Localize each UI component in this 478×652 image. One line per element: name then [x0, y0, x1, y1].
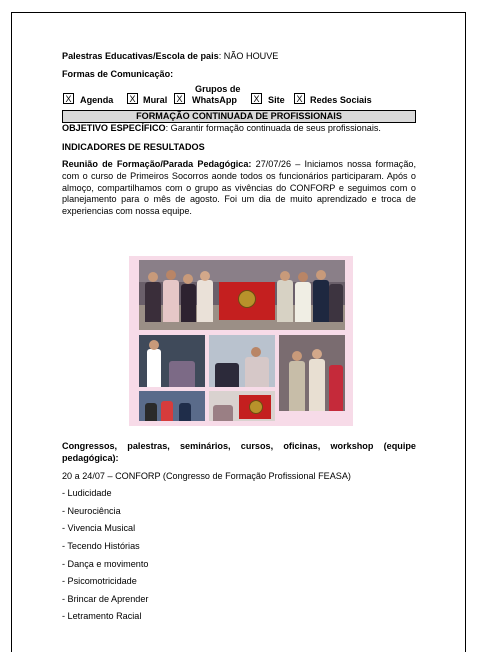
reuniao-text: 27/07/26 – Iniciamos nossa formação, com o curso de Primeiros Socorros aonde todos os funcionários participaram. Após o almoço, compartilhamos com o grupo as vivências do CONFORP e seguimos com o planejamento para o mês de agosto. Foi um dia de muito aprendizado e troca de experiencias com nossa equipe.: [62, 159, 416, 216]
palestras-label: Palestras Educativas/Escola de pais: [62, 51, 219, 61]
list-item: - Dança e movimento: [62, 558, 149, 569]
checkbox-whatsapp-label-line1: Grupos de: [195, 84, 241, 95]
formas-title: Formas de Comunicação:: [62, 68, 174, 79]
photo-tile: [209, 391, 275, 421]
checkbox-mural-label: Mural: [143, 95, 168, 106]
list-item: - Brincar de Aprender: [62, 593, 149, 604]
checkbox-redes-sociais-label: Redes Sociais: [310, 95, 372, 106]
group-photo: [139, 260, 345, 330]
checkbox-site-label: Site: [268, 95, 285, 106]
palestras-line: Palestras Educativas/Escola de pais: NÃO HOUVE: [62, 51, 279, 61]
checkbox-mural[interactable]: X: [127, 93, 138, 104]
checkbox-site[interactable]: X: [251, 93, 262, 104]
list-item: - Psicomotricidade: [62, 576, 137, 587]
list-item: - Letramento Racial: [62, 611, 142, 622]
list-item: - Vivencia Musical: [62, 523, 136, 534]
section-title-formacao: FORMAÇÃO CONTINUADA DE PROFISSIONAIS: [62, 110, 416, 123]
checkbox-redes-sociais[interactable]: X: [294, 93, 305, 104]
objetivo-text: : Garantir formação continuada de seus profissionais.: [165, 123, 381, 134]
formas-options: [62, 84, 416, 106]
objetivo-line: [62, 123, 416, 135]
document-page: [11, 12, 466, 652]
palestras-value: NÃO HOUVE: [223, 51, 279, 61]
photo-tile: [209, 335, 275, 387]
indicadores-title: INDICADORES DE RESULTADOS: [62, 141, 205, 152]
list-item: - Neurociência: [62, 505, 121, 516]
list-item: - Ludicidade: [62, 488, 112, 499]
checkbox-agenda[interactable]: X: [63, 93, 74, 104]
checkbox-whatsapp[interactable]: X: [174, 93, 185, 104]
congressos-title: Congressos, palestras, seminários, cursos, oficinas, workshop (equipe pedagógica):: [62, 441, 416, 463]
checkbox-agenda-label: Agenda: [80, 95, 114, 106]
photo-tile: [139, 391, 205, 421]
training-photo-collage: [129, 256, 353, 426]
photo-tile: [279, 335, 345, 411]
photo-tile: [139, 335, 205, 387]
list-item: - Tecendo Histórias: [62, 540, 140, 551]
reuniao-paragraph: [62, 159, 416, 217]
checkbox-whatsapp-label-line2: WhatsApp: [192, 95, 237, 106]
topics-list: [62, 488, 416, 623]
reuniao-label: Reunião de Formação/Parada Pedagógica:: [62, 159, 252, 170]
objetivo-label: OBJETIVO ESPECÍFICO: [62, 123, 166, 134]
congressos-event: 20 a 24/07 – CONFORP (Congresso de Formação Profissional FEASA): [62, 470, 351, 481]
